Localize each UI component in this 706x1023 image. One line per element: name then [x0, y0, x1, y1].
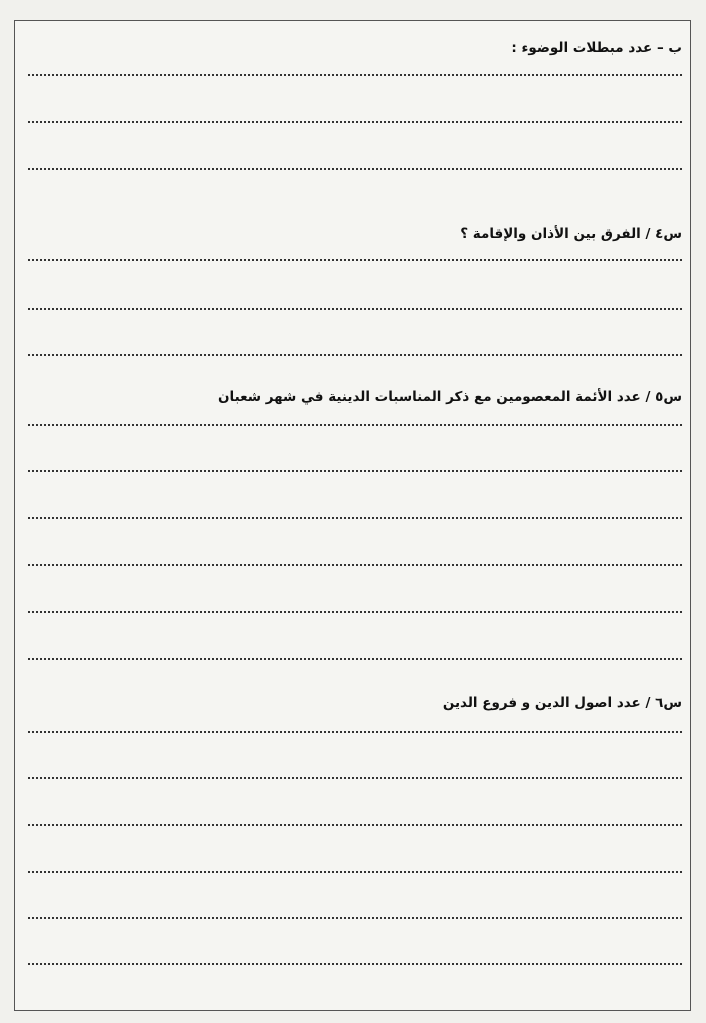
question-heading: ب – عدد مبطلات الوضوء :	[511, 40, 682, 56]
answer-line[interactable]	[28, 564, 682, 566]
answer-line[interactable]	[28, 354, 682, 356]
answer-line[interactable]	[28, 308, 682, 310]
section-q6	[28, 695, 682, 975]
answer-line[interactable]	[28, 777, 682, 779]
answer-line[interactable]	[28, 259, 682, 261]
section-b	[28, 40, 682, 180]
answer-line[interactable]	[28, 611, 682, 613]
section-q5	[28, 389, 682, 669]
answer-line[interactable]	[28, 917, 682, 919]
answer-line[interactable]	[28, 74, 682, 76]
answer-line[interactable]	[28, 871, 682, 873]
answer-line[interactable]	[28, 963, 682, 965]
answer-line[interactable]	[28, 168, 682, 170]
answer-line[interactable]	[28, 517, 682, 519]
answer-line[interactable]	[28, 470, 682, 472]
answer-line[interactable]	[28, 731, 682, 733]
question-heading: س٤ / الفرق بين الأذان والإقامة ؟	[460, 226, 682, 242]
answer-line[interactable]	[28, 824, 682, 826]
question-heading: س٥ / عدد الأئمة المعصومين مع ذكر المناسبات الدينية في شهر شعبان	[218, 389, 682, 405]
answer-line[interactable]	[28, 424, 682, 426]
question-heading: س٦ / عدد اصول الدين و فروع الدين	[442, 695, 682, 711]
answer-line[interactable]	[28, 121, 682, 123]
section-q4	[28, 226, 682, 366]
answer-line[interactable]	[28, 658, 682, 660]
